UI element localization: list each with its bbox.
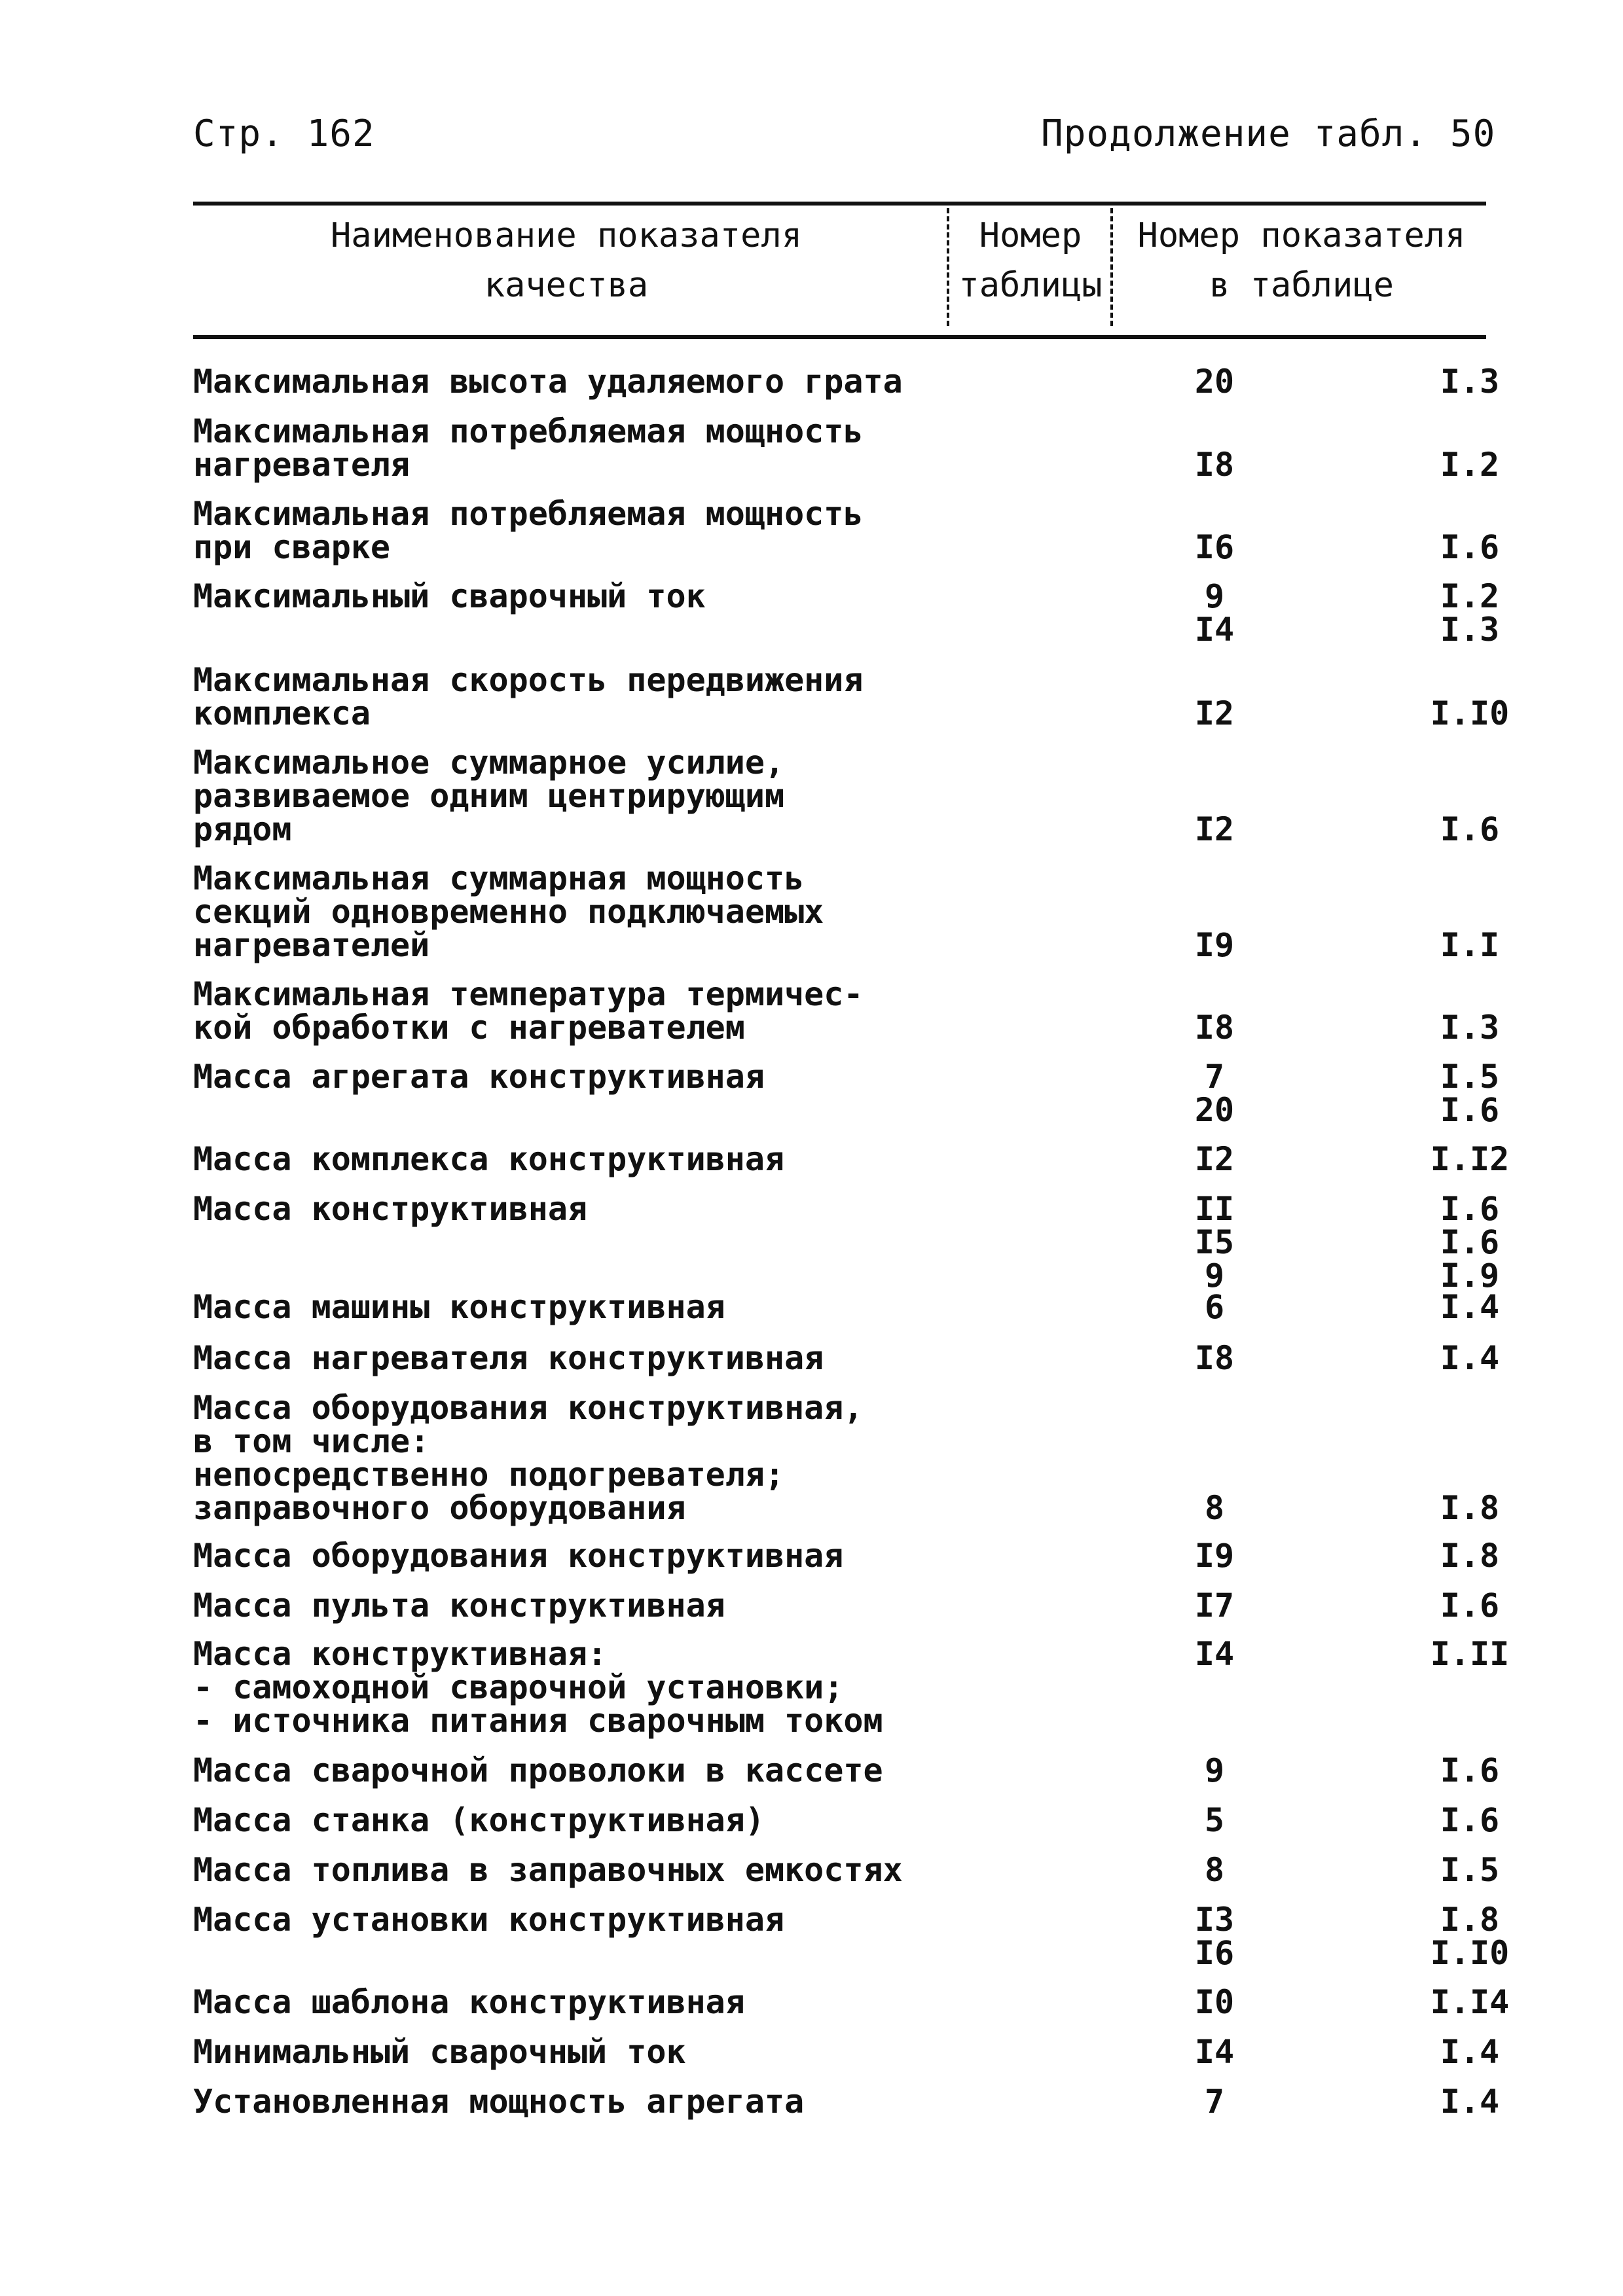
row-name: Масса конструктивная <box>193 1190 588 1228</box>
row-name: Максимальная суммарная мощность секций одновременно подключаемых нагревателей <box>193 859 824 964</box>
row-name: Масса топлива в заправочных емкостях <box>193 1851 903 1889</box>
row-index-number: I.4 <box>1440 2033 1500 2071</box>
table-top-rule <box>193 202 1486 206</box>
row-table-number: II I5 9 <box>1194 1190 1235 1295</box>
table-row <box>193 577 1500 649</box>
row-table-number: 8 <box>1204 1489 1225 1527</box>
row-name: Масса конструктивная: - самоходной сварочной установки; - источника питания сварочным током <box>193 1635 883 1740</box>
row-index-number: I.I4 <box>1430 1983 1510 2021</box>
table-row <box>193 975 1500 1047</box>
row-name: Установленная мощность агрегата <box>193 2083 805 2121</box>
row-name: Минимальный сварочный ток <box>193 2033 686 2071</box>
table-row <box>193 1901 1510 1972</box>
row-name: Масса сварочной проволоки в кассете <box>193 1751 883 1789</box>
row-index-number: I.3 <box>1440 1009 1500 1047</box>
row-table-number: I8 <box>1194 1009 1235 1047</box>
table-row <box>193 661 1510 732</box>
row-table-number: I2 <box>1194 810 1235 848</box>
row-table-number: 9 I4 <box>1194 577 1235 649</box>
row-name: Максимальная температура термичес- кой обработки с нагревателем <box>193 975 864 1047</box>
row-index-number: I.5 <box>1440 1851 1500 1889</box>
row-index-number: I.I0 <box>1430 694 1510 732</box>
table-row <box>193 744 1500 848</box>
row-index-number: I.8 <box>1440 1537 1500 1575</box>
row-table-number: I4 <box>1194 2033 1235 2071</box>
row-index-number: I.5 I.6 <box>1440 1058 1500 1129</box>
row-name: Масса агрегата конструктивная <box>193 1058 765 1096</box>
table-header-rule <box>193 335 1486 339</box>
row-index-number: I.I2 <box>1430 1140 1510 1178</box>
table-row <box>193 1058 1500 1129</box>
row-table-number: I9 <box>1194 926 1235 964</box>
row-name: Максимальная потребляемая мощность при сварке <box>193 495 864 566</box>
row-table-number: I9 <box>1194 1537 1235 1575</box>
table-row <box>193 1635 1510 1740</box>
table-row <box>193 1190 1500 1295</box>
row-table-number: 8 <box>1204 1851 1225 1889</box>
row-table-number: I4 <box>1194 1635 1235 1673</box>
row-table-number: I2 <box>1194 694 1235 732</box>
row-index-number: I.8 I.I0 <box>1430 1901 1510 1972</box>
row-table-number: 7 <box>1204 2083 1225 2121</box>
row-name: Масса пульта конструктивная <box>193 1587 725 1624</box>
row-name: Максимальная потребляемая мощность нагревателя <box>193 412 864 484</box>
table-row <box>193 1389 1500 1527</box>
column-divider <box>1110 208 1113 326</box>
row-name: Масса шаблона конструктивная <box>193 1983 745 2021</box>
row-index-number: I.3 <box>1440 363 1500 401</box>
column-header-name: Наименование показателя качества <box>330 216 803 305</box>
row-table-number: I8 <box>1194 446 1235 484</box>
row-name: Масса оборудования конструктивная, в том числе: непосредственно подогревателя; заправочного оборудования <box>193 1389 864 1527</box>
row-table-number: I8 <box>1194 1339 1235 1377</box>
row-table-number: I3 I6 <box>1194 1901 1235 1972</box>
row-index-number: I.6 <box>1440 1801 1500 1839</box>
row-index-number: I.6 I.6 I.9 <box>1440 1190 1500 1295</box>
row-index-number: I.6 <box>1440 810 1500 848</box>
row-index-number: I.4 <box>1440 1288 1500 1326</box>
table-row <box>193 495 1500 566</box>
row-table-number: 20 <box>1194 363 1235 401</box>
row-index-number: I.4 <box>1440 2083 1500 2121</box>
row-name: Масса станка (конструктивная) <box>193 1801 765 1839</box>
table-row <box>193 412 1500 484</box>
row-index-number: I.6 <box>1440 1751 1500 1789</box>
row-table-number: 7 20 <box>1194 1058 1235 1129</box>
table-continuation-title: Продолжение табл. 50 <box>1041 113 1496 155</box>
row-table-number: I7 <box>1194 1587 1235 1624</box>
row-name: Максимальная скорость передвижения комплекса <box>193 661 864 732</box>
row-index-number: I.II <box>1430 1635 1510 1673</box>
row-index-number: I.2 I.3 <box>1440 577 1500 649</box>
row-index-number: I.6 <box>1440 1587 1500 1624</box>
row-name: Масса машины конструктивная <box>193 1288 725 1326</box>
table-row <box>193 859 1500 964</box>
row-name: Масса оборудования конструктивная <box>193 1537 844 1575</box>
row-name: Масса установки конструктивная <box>193 1901 785 1939</box>
row-table-number: I2 <box>1194 1140 1235 1178</box>
row-table-number: I0 <box>1194 1983 1235 2021</box>
column-divider <box>947 208 949 326</box>
row-table-number: 9 <box>1204 1751 1225 1789</box>
row-table-number: 6 <box>1204 1288 1225 1326</box>
row-index-number: I.8 <box>1440 1489 1500 1527</box>
row-index-number: I.4 <box>1440 1339 1500 1377</box>
row-name: Масса комплекса конструктивная <box>193 1140 785 1178</box>
column-header-index-number: Номер показателя в таблице <box>1137 216 1466 305</box>
row-table-number: 5 <box>1204 1801 1225 1839</box>
row-name: Максимальное суммарное усилие, развиваемое одним центрирующим рядом <box>193 744 785 848</box>
row-name: Масса нагревателя конструктивная <box>193 1339 824 1377</box>
row-table-number: I6 <box>1194 528 1235 566</box>
row-index-number: I.I <box>1440 926 1500 964</box>
row-name: Максимальная высота удаляемого грата <box>193 363 903 401</box>
row-index-number: I.6 <box>1440 528 1500 566</box>
row-index-number: I.2 <box>1440 446 1500 484</box>
row-name: Максимальный сварочный ток <box>193 577 706 615</box>
page-number: Стр. 162 <box>193 113 375 155</box>
column-header-table-number: Номер таблицы <box>958 216 1103 305</box>
